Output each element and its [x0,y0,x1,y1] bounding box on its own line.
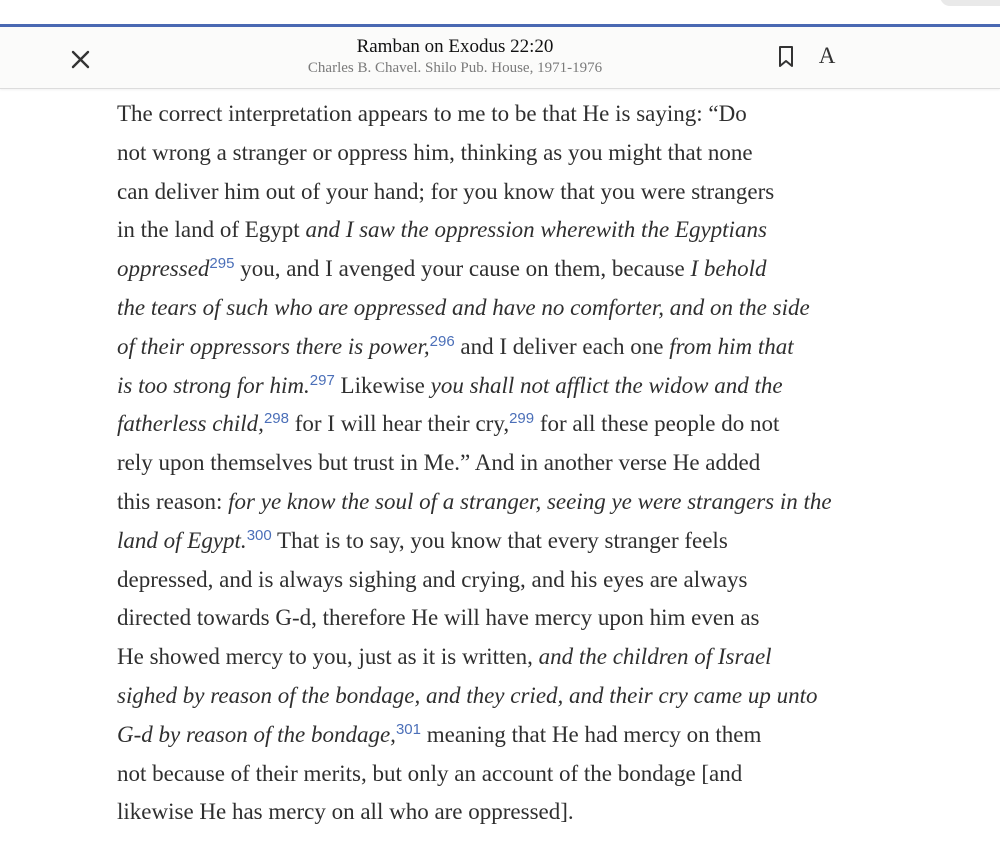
text-line: land of Egypt.$^{300}$ That is to say, you know that every stranger feels [117,526,728,553]
text-line: depressed, and is always sighing and crying, and his eyes are always [117,566,748,592]
footnote-marker[interactable]: 301 [395,720,421,738]
translation-source: Charles B. Chavel. Shilo Pub. House, 1971-1976 [307,60,603,76]
text-line: The correct interpretation appears to me to be that He is saying: “Do [117,101,747,126]
footnote-marker[interactable]: 295 [209,255,235,273]
bookmark-icon [776,45,796,69]
text-line: not because of their merits, but only an account of the bondage [and [117,760,743,786]
close-button[interactable] [62,41,98,77]
title-block [250,35,660,77]
top-scroll-pill [940,0,1000,6]
footnote-marker[interactable]: 300 [246,526,272,544]
text-line: this reason: for ye know the soul of a stranger, seeing ye were strangers in the [117,488,832,514]
top-strip [0,0,1000,24]
text-line: He showed mercy to you, just as it is written, and the children of Israel [117,644,772,670]
commentary-text [117,95,832,832]
footnote-marker[interactable]: 299 [509,410,535,428]
text-line: in the land of Egypt and I saw the oppression wherewith the Egyptians [117,217,767,243]
bookmark-button[interactable] [776,45,796,69]
footnote-marker[interactable]: 298 [263,410,289,428]
text-line: directed towards G-d, therefore He will have mercy upon him even as [117,605,760,631]
text-line: the tears of such who are oppressed and have no comforter, and on the side [117,294,810,320]
text-line: rely upon themselves but trust in Me.” And in another verse He added [117,450,761,476]
close-icon [62,41,98,77]
text-line: can deliver him out of your hand; for you know that you were strangers [117,178,775,204]
text-line: likewise He has mercy on all who are oppressed]. [117,799,574,825]
text-line: not wrong a stranger or oppress him, thinking as you might that none [117,139,753,165]
text-line: G-d by reason of the bondage,$^{301}$ meaning that He had mercy on them [117,720,762,747]
text-line: sighed by reason of the bondage, and they cried, and their cry came up unto [117,682,818,708]
reader-header [0,27,1000,89]
text-line: fatherless child,$^{298}$ for I will hear their cry,$^{299}$ for all these people do not [117,410,780,437]
text-line: is too strong for him.$^{297}$ Likewise you shall not afflict the widow and the [117,371,783,398]
text-line: of their oppressors there is power,$^{296}$ and I deliver each one from him that [117,332,794,359]
footnote-marker[interactable]: 297 [309,371,335,389]
font-settings-button[interactable]: A [818,43,836,68]
footnote-marker[interactable]: 296 [429,332,455,350]
text-line: oppressed$^{295}$ you, and I avenged your cause on them, because I behold [117,255,767,282]
page-title: Ramban on Exodus 22:20 [356,36,554,57]
